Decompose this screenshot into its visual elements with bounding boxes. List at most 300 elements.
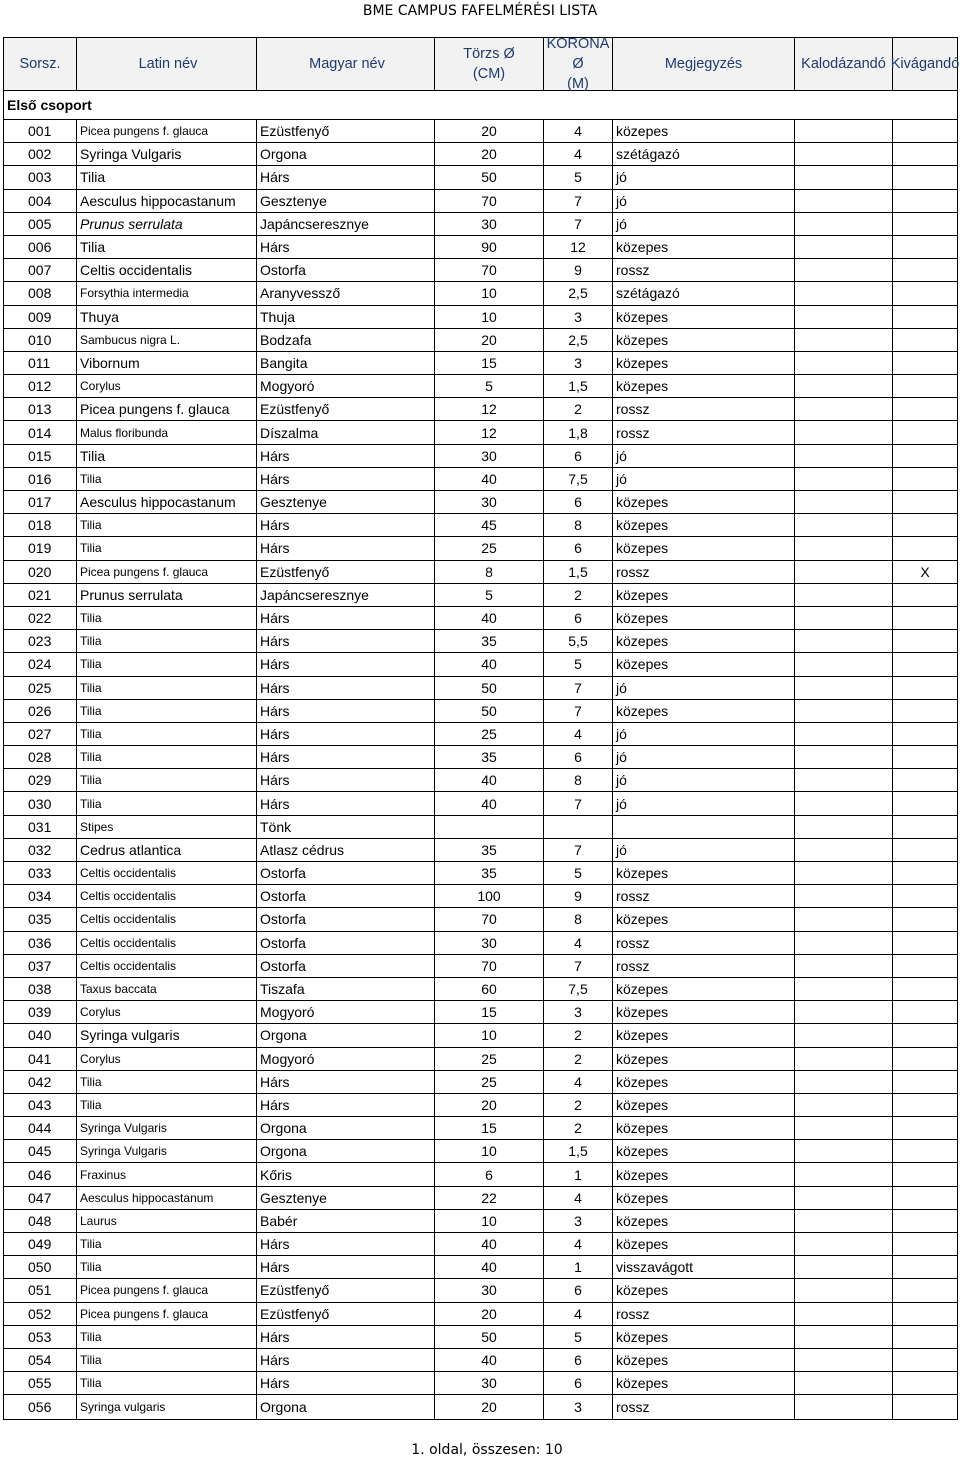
table-row bbox=[4, 723, 957, 746]
cell-latin: Tilia bbox=[77, 769, 257, 791]
cell-korona: 4 bbox=[544, 1071, 613, 1093]
cell-korona: 2,5 bbox=[544, 282, 613, 304]
cell-torzs: 10 bbox=[435, 1140, 544, 1162]
cell-kalodazando bbox=[795, 561, 893, 583]
cell-sorsz: 026 bbox=[4, 700, 77, 722]
cell-kivagando bbox=[893, 630, 957, 652]
cell-latin: Syringa vulgaris bbox=[77, 1024, 257, 1046]
table-row bbox=[4, 1349, 957, 1372]
cell-kalodazando bbox=[795, 1349, 893, 1371]
table-row bbox=[4, 329, 957, 352]
cell-latin: Taxus baccata bbox=[77, 978, 257, 1000]
cell-megjegyzes: közepes bbox=[613, 1187, 795, 1209]
table-row bbox=[4, 607, 957, 630]
cell-korona: 3 bbox=[544, 1210, 613, 1232]
cell-sorsz: 041 bbox=[4, 1048, 77, 1070]
cell-sorsz: 003 bbox=[4, 166, 77, 188]
cell-latin: Tilia bbox=[77, 746, 257, 768]
cell-latin: Syringa Vulgaris bbox=[77, 143, 257, 165]
cell-torzs: 35 bbox=[435, 862, 544, 884]
cell-korona: 4 bbox=[544, 1233, 613, 1255]
cell-magyar: Ostorfa bbox=[257, 862, 435, 884]
cell-megjegyzes: rossz bbox=[613, 398, 795, 420]
table-row bbox=[4, 700, 957, 723]
cell-latin: Syringa vulgaris bbox=[77, 1395, 257, 1418]
table-row bbox=[4, 468, 957, 491]
cell-magyar: Gesztenye bbox=[257, 491, 435, 513]
table-row bbox=[4, 306, 957, 329]
cell-kivagando bbox=[893, 306, 957, 328]
cell-latin: Tilia bbox=[77, 537, 257, 559]
cell-kivagando bbox=[893, 514, 957, 536]
cell-kalodazando bbox=[795, 352, 893, 374]
cell-torzs: 70 bbox=[435, 908, 544, 930]
cell-megjegyzes: jó bbox=[613, 723, 795, 745]
cell-kivagando bbox=[893, 816, 957, 838]
cell-korona: 9 bbox=[544, 885, 613, 907]
table-row bbox=[4, 491, 957, 514]
cell-kivagando bbox=[893, 1094, 957, 1116]
page-title: BME CAMPUS FAFELMÉRÉSI LISTA bbox=[362, 3, 598, 19]
cell-magyar: Bangita bbox=[257, 352, 435, 374]
cell-torzs bbox=[435, 816, 544, 838]
cell-sorsz: 005 bbox=[4, 213, 77, 235]
cell-torzs: 50 bbox=[435, 166, 544, 188]
cell-korona: 6 bbox=[544, 445, 613, 467]
cell-torzs: 40 bbox=[435, 468, 544, 490]
table-row bbox=[4, 908, 957, 931]
cell-megjegyzes: jó bbox=[613, 839, 795, 861]
cell-megjegyzes: közepes bbox=[613, 491, 795, 513]
cell-kalodazando bbox=[795, 630, 893, 652]
cell-magyar: Hárs bbox=[257, 792, 435, 814]
header-torzs bbox=[435, 38, 544, 90]
table-row bbox=[4, 792, 957, 815]
cell-korona: 1,8 bbox=[544, 421, 613, 443]
cell-korona: 6 bbox=[544, 491, 613, 513]
cell-kivagando: X bbox=[920, 563, 930, 580]
cell-megjegyzes: közepes bbox=[613, 1163, 795, 1185]
cell-magyar: Ezüstfenyő bbox=[257, 398, 435, 420]
cell-kalodazando bbox=[795, 213, 893, 235]
cell-kalodazando bbox=[795, 839, 893, 861]
cell-megjegyzes: közepes bbox=[613, 1210, 795, 1232]
cell-megjegyzes: közepes bbox=[613, 607, 795, 629]
cell-sorsz: 028 bbox=[4, 746, 77, 768]
cell-kalodazando bbox=[795, 1187, 893, 1209]
cell-latin: Prunus serrulata bbox=[77, 584, 257, 606]
cell-kivagando bbox=[893, 677, 957, 699]
cell-magyar: Hárs bbox=[257, 1326, 435, 1348]
table-row bbox=[4, 259, 957, 282]
cell-magyar: Hárs bbox=[257, 1233, 435, 1255]
cell-korona: 5 bbox=[544, 166, 613, 188]
cell-magyar: Orgona bbox=[257, 1117, 435, 1139]
cell-kivagando bbox=[893, 584, 957, 606]
cell-korona: 4 bbox=[544, 143, 613, 165]
cell-sorsz: 022 bbox=[4, 607, 77, 629]
table-row bbox=[4, 584, 957, 607]
cell-korona: 7 bbox=[544, 839, 613, 861]
cell-megjegyzes: rossz bbox=[613, 932, 795, 954]
cell-sorsz: 051 bbox=[4, 1279, 77, 1301]
cell-sorsz: 042 bbox=[4, 1071, 77, 1093]
cell-kivagando bbox=[893, 537, 957, 559]
cell-kivagando bbox=[893, 143, 957, 165]
cell-kalodazando bbox=[795, 421, 893, 443]
header-magyar: Magyar név bbox=[257, 38, 435, 90]
cell-latin: Picea pungens f. glauca bbox=[77, 398, 257, 420]
cell-kivagando bbox=[893, 1071, 957, 1093]
cell-korona: 2 bbox=[544, 584, 613, 606]
cell-kivagando bbox=[893, 1349, 957, 1371]
cell-korona: 6 bbox=[544, 746, 613, 768]
header-kivagando: Kivágandó bbox=[890, 56, 960, 72]
cell-megjegyzes: rossz bbox=[613, 885, 795, 907]
cell-magyar: Hárs bbox=[257, 1349, 435, 1371]
cell-torzs: 15 bbox=[435, 1117, 544, 1139]
cell-sorsz: 034 bbox=[4, 885, 77, 907]
cell-kivagando bbox=[893, 932, 957, 954]
cell-torzs: 70 bbox=[435, 955, 544, 977]
cell-magyar: Ezüstfenyő bbox=[257, 561, 435, 583]
cell-sorsz: 014 bbox=[4, 421, 77, 443]
cell-megjegyzes: jó bbox=[613, 792, 795, 814]
cell-torzs: 40 bbox=[435, 607, 544, 629]
cell-megjegyzes: jó bbox=[613, 190, 795, 212]
cell-korona: 1,5 bbox=[544, 375, 613, 397]
cell-kalodazando bbox=[795, 1001, 893, 1023]
cell-torzs: 20 bbox=[435, 1395, 544, 1418]
cell-korona: 5 bbox=[544, 1326, 613, 1348]
cell-kalodazando bbox=[795, 1117, 893, 1139]
cell-kivagando bbox=[893, 1256, 957, 1278]
cell-magyar: Ostorfa bbox=[257, 259, 435, 281]
cell-sorsz: 032 bbox=[4, 839, 77, 861]
cell-megjegyzes: közepes bbox=[613, 1048, 795, 1070]
cell-korona: 5 bbox=[544, 653, 613, 675]
cell-sorsz: 033 bbox=[4, 862, 77, 884]
cell-magyar: Hárs bbox=[257, 723, 435, 745]
cell-torzs: 40 bbox=[435, 1349, 544, 1371]
table-row bbox=[4, 143, 957, 166]
cell-magyar: Thuja bbox=[257, 306, 435, 328]
cell-kalodazando bbox=[795, 190, 893, 212]
cell-latin: Corylus bbox=[77, 375, 257, 397]
cell-magyar: Hárs bbox=[257, 514, 435, 536]
cell-magyar: Hárs bbox=[257, 1071, 435, 1093]
cell-kalodazando bbox=[795, 1094, 893, 1116]
cell-megjegyzes: közepes bbox=[613, 1349, 795, 1371]
cell-sorsz: 009 bbox=[4, 306, 77, 328]
table-row bbox=[4, 653, 957, 676]
cell-magyar: Hárs bbox=[257, 236, 435, 258]
cell-magyar: Hárs bbox=[257, 445, 435, 467]
cell-torzs: 5 bbox=[435, 375, 544, 397]
cell-korona: 4 bbox=[544, 1303, 613, 1325]
cell-kalodazando bbox=[795, 514, 893, 536]
cell-torzs: 10 bbox=[435, 282, 544, 304]
cell-torzs: 100 bbox=[435, 885, 544, 907]
cell-sorsz: 020 bbox=[4, 561, 77, 583]
cell-sorsz: 027 bbox=[4, 723, 77, 745]
table-row bbox=[4, 978, 957, 1001]
cell-kivagando bbox=[893, 190, 957, 212]
table-row bbox=[4, 862, 957, 885]
cell-kivagando bbox=[893, 1163, 957, 1185]
cell-kalodazando bbox=[795, 491, 893, 513]
cell-megjegyzes: szétágazó bbox=[613, 282, 795, 304]
cell-megjegyzes: közepes bbox=[613, 862, 795, 884]
cell-sorsz: 018 bbox=[4, 514, 77, 536]
cell-megjegyzes: közepes bbox=[613, 1326, 795, 1348]
cell-korona: 2 bbox=[544, 1024, 613, 1046]
cell-korona: 2 bbox=[544, 1048, 613, 1070]
table-row bbox=[4, 630, 957, 653]
cell-kalodazando bbox=[795, 862, 893, 884]
header-latin: Latin név bbox=[77, 38, 257, 90]
cell-latin: Tilia bbox=[77, 166, 257, 188]
table-row bbox=[4, 1001, 957, 1024]
cell-korona: 7 bbox=[544, 700, 613, 722]
cell-kalodazando bbox=[795, 1303, 893, 1325]
cell-latin: Picea pungens f. glauca bbox=[77, 120, 257, 142]
cell-kivagando bbox=[893, 1372, 957, 1394]
cell-kalodazando bbox=[795, 143, 893, 165]
cell-torzs: 15 bbox=[435, 1001, 544, 1023]
cell-latin: Celtis occidentalis bbox=[77, 908, 257, 930]
cell-latin: Tilia bbox=[77, 653, 257, 675]
cell-latin: Cedrus atlantica bbox=[77, 839, 257, 861]
cell-sorsz: 044 bbox=[4, 1117, 77, 1139]
table-row bbox=[4, 1163, 957, 1186]
header-torzs-line2: (CM) bbox=[472, 66, 506, 82]
cell-latin: Fraxinus bbox=[77, 1163, 257, 1185]
cell-torzs: 35 bbox=[435, 746, 544, 768]
cell-korona: 8 bbox=[544, 514, 613, 536]
cell-latin: Tilia bbox=[77, 630, 257, 652]
group-label: Első csoport bbox=[4, 91, 957, 120]
cell-magyar: Hárs bbox=[257, 653, 435, 675]
cell-kivagando bbox=[893, 398, 957, 420]
cell-magyar: Hárs bbox=[257, 700, 435, 722]
cell-latin: Tilia bbox=[77, 1233, 257, 1255]
header-korona bbox=[544, 38, 613, 90]
cell-sorsz: 019 bbox=[4, 537, 77, 559]
cell-korona: 9 bbox=[544, 259, 613, 281]
cell-korona: 8 bbox=[544, 908, 613, 930]
cell-kalodazando bbox=[795, 329, 893, 351]
cell-sorsz: 025 bbox=[4, 677, 77, 699]
cell-sorsz: 031 bbox=[4, 816, 77, 838]
cell-magyar: Hárs bbox=[257, 746, 435, 768]
cell-kalodazando bbox=[795, 816, 893, 838]
cell-torzs: 20 bbox=[435, 329, 544, 351]
cell-sorsz: 056 bbox=[4, 1395, 77, 1418]
cell-torzs: 25 bbox=[435, 537, 544, 559]
cell-torzs: 60 bbox=[435, 978, 544, 1000]
cell-kivagando bbox=[893, 769, 957, 791]
cell-torzs: 6 bbox=[435, 1163, 544, 1185]
cell-korona: 7 bbox=[544, 677, 613, 699]
cell-kalodazando bbox=[795, 1279, 893, 1301]
table-row bbox=[4, 932, 957, 955]
cell-kalodazando bbox=[795, 375, 893, 397]
cell-sorsz: 024 bbox=[4, 653, 77, 675]
cell-megjegyzes: közepes bbox=[613, 1001, 795, 1023]
cell-kivagando bbox=[893, 236, 957, 258]
cell-korona: 3 bbox=[544, 1395, 613, 1418]
cell-kivagando bbox=[893, 1001, 957, 1023]
cell-magyar: Orgona bbox=[257, 143, 435, 165]
cell-magyar: Mogyoró bbox=[257, 1001, 435, 1023]
cell-torzs: 30 bbox=[435, 1279, 544, 1301]
cell-latin: Tilia bbox=[77, 1071, 257, 1093]
cell-korona: 4 bbox=[544, 932, 613, 954]
cell-megjegyzes: jó bbox=[613, 746, 795, 768]
cell-sorsz: 038 bbox=[4, 978, 77, 1000]
cell-kalodazando bbox=[795, 468, 893, 490]
cell-sorsz: 045 bbox=[4, 1140, 77, 1162]
cell-korona: 7,5 bbox=[544, 978, 613, 1000]
cell-torzs: 40 bbox=[435, 1256, 544, 1278]
header-kalodazando: Kalodázandó bbox=[795, 38, 893, 90]
cell-sorsz: 054 bbox=[4, 1349, 77, 1371]
cell-latin: Tilia bbox=[77, 445, 257, 467]
cell-megjegyzes: közepes bbox=[613, 908, 795, 930]
cell-megjegyzes: közepes bbox=[613, 700, 795, 722]
cell-kivagando bbox=[893, 421, 957, 443]
cell-megjegyzes: jó bbox=[613, 166, 795, 188]
cell-megjegyzes: közepes bbox=[613, 120, 795, 142]
cell-kivagando bbox=[893, 282, 957, 304]
cell-megjegyzes: közepes bbox=[613, 514, 795, 536]
table-row bbox=[4, 955, 957, 978]
cell-korona: 8 bbox=[544, 769, 613, 791]
cell-kalodazando bbox=[795, 236, 893, 258]
cell-latin: Sambucus nigra L. bbox=[77, 329, 257, 351]
cell-megjegyzes: közepes bbox=[613, 1140, 795, 1162]
table-row bbox=[4, 1279, 957, 1302]
cell-kalodazando bbox=[795, 723, 893, 745]
cell-magyar: Atlasz cédrus bbox=[257, 839, 435, 861]
cell-sorsz: 007 bbox=[4, 259, 77, 281]
cell-sorsz: 052 bbox=[4, 1303, 77, 1325]
cell-kivagando bbox=[893, 1210, 957, 1232]
cell-kivagando bbox=[893, 375, 957, 397]
cell-megjegyzes: közepes bbox=[613, 1279, 795, 1301]
cell-sorsz: 004 bbox=[4, 190, 77, 212]
cell-torzs: 25 bbox=[435, 1048, 544, 1070]
cell-torzs: 35 bbox=[435, 630, 544, 652]
table-row bbox=[4, 352, 957, 375]
cell-kalodazando bbox=[795, 1395, 893, 1418]
cell-latin: Tilia bbox=[77, 1256, 257, 1278]
table-row bbox=[4, 282, 957, 305]
cell-korona: 7 bbox=[544, 190, 613, 212]
cell-korona: 3 bbox=[544, 306, 613, 328]
cell-kivagando bbox=[893, 908, 957, 930]
cell-megjegyzes: jó bbox=[613, 213, 795, 235]
cell-sorsz: 008 bbox=[4, 282, 77, 304]
cell-magyar: Hárs bbox=[257, 1372, 435, 1394]
cell-latin: Tilia bbox=[77, 468, 257, 490]
cell-megjegyzes: szétágazó bbox=[613, 143, 795, 165]
table-row bbox=[4, 1024, 957, 1047]
cell-latin: Tilia bbox=[77, 607, 257, 629]
cell-kalodazando bbox=[795, 1256, 893, 1278]
cell-megjegyzes: közepes bbox=[613, 653, 795, 675]
cell-kivagando bbox=[893, 1233, 957, 1255]
cell-kalodazando bbox=[795, 885, 893, 907]
table-row bbox=[4, 1071, 957, 1094]
cell-latin: Forsythia intermedia bbox=[77, 282, 257, 304]
table-row bbox=[4, 166, 957, 189]
cell-kivagando bbox=[893, 213, 957, 235]
cell-torzs: 10 bbox=[435, 306, 544, 328]
table-row bbox=[4, 445, 957, 468]
cell-sorsz: 050 bbox=[4, 1256, 77, 1278]
cell-latin: Tilia bbox=[77, 700, 257, 722]
cell-kalodazando bbox=[795, 398, 893, 420]
cell-korona bbox=[544, 816, 613, 838]
table-row bbox=[4, 213, 957, 236]
cell-kivagando bbox=[893, 723, 957, 745]
cell-latin: Aesculus hippocastanum bbox=[77, 1187, 257, 1209]
cell-magyar: Ostorfa bbox=[257, 908, 435, 930]
cell-torzs: 12 bbox=[435, 398, 544, 420]
cell-torzs: 20 bbox=[435, 1094, 544, 1116]
cell-torzs: 30 bbox=[435, 491, 544, 513]
cell-magyar: Tiszafa bbox=[257, 978, 435, 1000]
table-row bbox=[4, 1395, 957, 1418]
cell-megjegyzes: rossz bbox=[613, 259, 795, 281]
cell-korona: 1,5 bbox=[544, 1140, 613, 1162]
table-row bbox=[4, 1303, 957, 1326]
cell-latin: Celtis occidentalis bbox=[77, 885, 257, 907]
cell-latin: Celtis occidentalis bbox=[77, 932, 257, 954]
cell-korona: 3 bbox=[544, 1001, 613, 1023]
table-row bbox=[4, 885, 957, 908]
cell-magyar: Orgona bbox=[257, 1395, 435, 1418]
cell-latin: Stipes bbox=[77, 816, 257, 838]
cell-latin: Vibornum bbox=[77, 352, 257, 374]
table-body bbox=[4, 120, 957, 1419]
cell-kivagando bbox=[893, 1048, 957, 1070]
cell-magyar: Orgona bbox=[257, 1024, 435, 1046]
cell-megjegyzes: közepes bbox=[613, 1117, 795, 1139]
cell-megjegyzes: rossz bbox=[613, 1395, 795, 1418]
cell-magyar: Hárs bbox=[257, 630, 435, 652]
cell-latin: Picea pungens f. glauca bbox=[77, 1303, 257, 1325]
cell-latin: Syringa Vulgaris bbox=[77, 1140, 257, 1162]
cell-korona: 6 bbox=[544, 607, 613, 629]
cell-kalodazando bbox=[795, 259, 893, 281]
cell-sorsz: 006 bbox=[4, 236, 77, 258]
cell-magyar: Tönk bbox=[257, 816, 435, 838]
table-row bbox=[4, 375, 957, 398]
cell-kivagando bbox=[893, 839, 957, 861]
cell-korona: 6 bbox=[544, 1349, 613, 1371]
cell-sorsz: 046 bbox=[4, 1163, 77, 1185]
cell-kivagando bbox=[893, 862, 957, 884]
cell-megjegyzes: közepes bbox=[613, 306, 795, 328]
cell-torzs: 70 bbox=[435, 190, 544, 212]
cell-latin: Aesculus hippocastanum bbox=[77, 491, 257, 513]
cell-kalodazando bbox=[795, 653, 893, 675]
cell-latin: Syringa Vulgaris bbox=[77, 1117, 257, 1139]
cell-sorsz: 017 bbox=[4, 491, 77, 513]
